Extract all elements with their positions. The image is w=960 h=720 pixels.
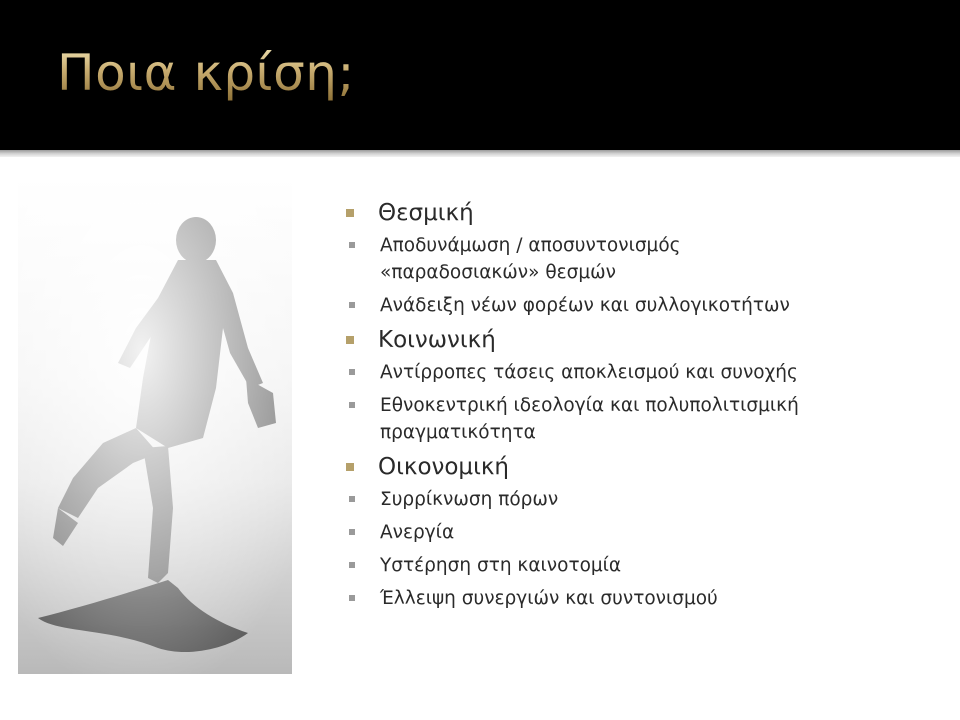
sub-bullet-line: Αντίρροπες τάσεις αποκλεισμού και συνοχής [380, 362, 798, 383]
sub-bullet-line: Ανεργία [380, 522, 455, 543]
sub-bullet-line: Εθνοκεντρική ιδεολογία και πολυπολιτισμική [380, 395, 799, 416]
sub-bullet-line: Αποδυνάμωση / αποσυντονισμός [380, 235, 681, 256]
sub-bullet-item [346, 292, 946, 319]
sub-bullet-item [346, 232, 946, 286]
sub-bullet-line: πραγματικότητα [380, 422, 536, 443]
person-in-fog-photo [18, 178, 292, 674]
sub-bullet-line: Υστέρηση στη καινοτομία [380, 555, 622, 576]
square-bullet-icon [349, 529, 355, 535]
bullet-label: Κοινωνική [378, 327, 496, 353]
square-bullet-icon [349, 369, 355, 375]
sub-bullet-line: Συρρίκνωση πόρων [380, 489, 559, 510]
bullet-label: Θεσμική [378, 200, 474, 226]
square-bullet-icon [349, 402, 355, 408]
bullet-list [346, 198, 946, 612]
square-bullet-icon [346, 336, 354, 344]
sub-bullet-item [346, 486, 946, 513]
square-bullet-icon [346, 463, 354, 471]
sub-bullet-item [346, 585, 946, 612]
bullet-item-social [346, 325, 946, 356]
sub-bullet-line: Έλλειψη συνεργιών και συντονισμού [380, 588, 718, 609]
slide-title: Ποια κρίση; [57, 44, 355, 102]
sub-bullet-line: «παραδοσιακών» θεσμών [380, 262, 616, 283]
square-bullet-icon [349, 242, 355, 248]
sub-bullet-line: Ανάδειξη νέων φορέων και συλλογικοτήτων [380, 295, 790, 316]
square-bullet-icon [349, 595, 355, 601]
title-band [0, 0, 960, 150]
fog-photo-illustration [18, 178, 292, 674]
square-bullet-icon [349, 562, 355, 568]
bullet-item-economic [346, 452, 946, 483]
bullet-label: Οικονομική [378, 454, 509, 480]
bullet-item-institutional [346, 198, 946, 229]
square-bullet-icon [349, 496, 355, 502]
bullet-content [346, 198, 946, 618]
sub-bullet-item [346, 552, 946, 579]
square-bullet-icon [346, 209, 354, 217]
sub-bullet-item [346, 359, 946, 386]
sub-bullet-item [346, 519, 946, 546]
square-bullet-icon [349, 302, 355, 308]
sub-bullet-item [346, 392, 946, 446]
title-divider [0, 150, 960, 157]
